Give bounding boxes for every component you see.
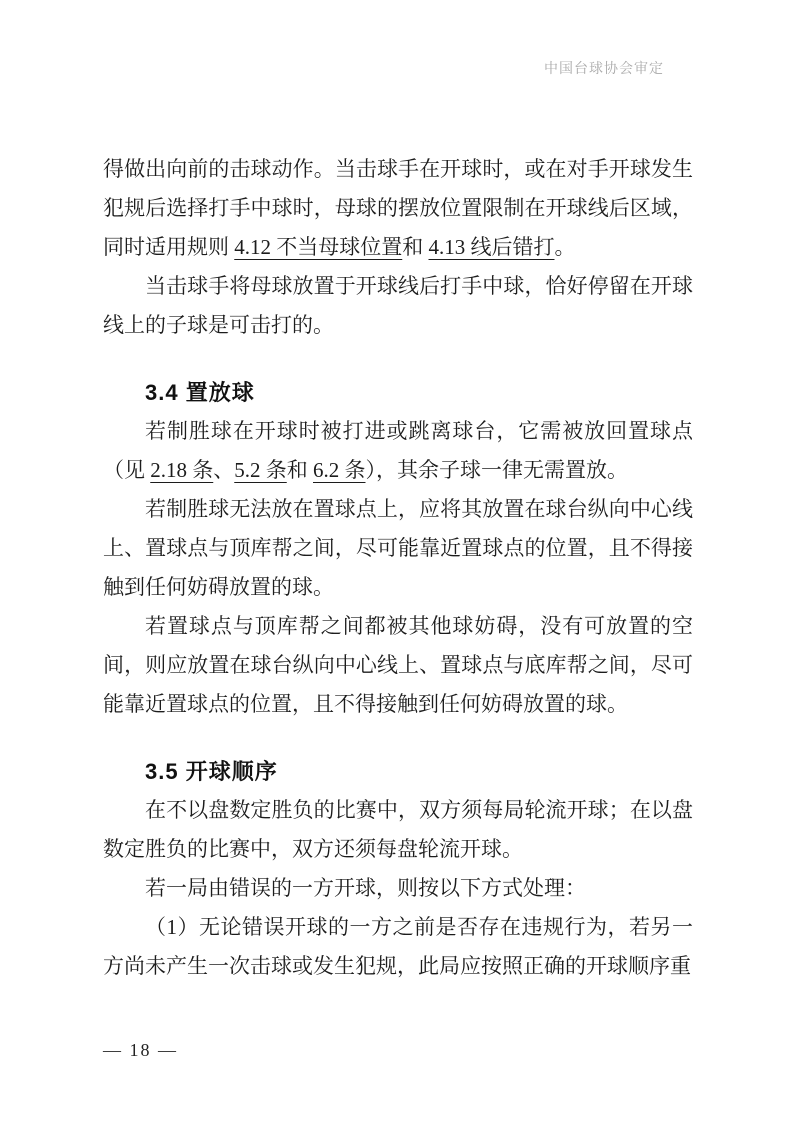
- rule-reference: 6.2 条: [313, 458, 366, 482]
- rule-reference: 4.12 不当母球位置: [234, 235, 403, 259]
- text-run: 、: [213, 458, 235, 482]
- paragraph: [103, 791, 693, 869]
- paragraph: [103, 267, 693, 345]
- text-run: 和: [286, 458, 313, 482]
- paragraph: [103, 908, 693, 986]
- text-run: 若一局由错误的一方开球，则按以下方式处理：: [145, 876, 586, 900]
- paragraph: [103, 490, 693, 607]
- paragraph: [103, 869, 693, 908]
- page-header: [544, 58, 664, 78]
- text-run: 在不以盘数定胜负的比赛中，双方须每局轮流开球；在以盘数定胜负的比赛中，双方还须每盘轮流开球。: [103, 798, 693, 861]
- text-run: （1）无论错误开球的一方之前是否存在违规行为，若另一方尚未产生一次击球或发生犯规，此局应按照正确的开球顺序重: [103, 915, 693, 978]
- paragraph: [103, 150, 693, 267]
- section-heading: [103, 752, 693, 791]
- text-run: 若制胜球无法放在置球点上，应将其放置在球台纵向中心线上、置球点与顶库帮之间，尽可能靠近置球点的位置，且不得接触到任何妨碍放置的球。: [103, 497, 693, 599]
- paragraph: [103, 607, 693, 724]
- text-run: 得做出向前的击球动作。当击球手在开球时，或在对手开球发生犯规后选择打手中球时，母球的摆放位置限制在开球线后区域，同时适用规则: [103, 157, 693, 259]
- text-run: 若置球点与顶库帮之间都被其他球妨碍，没有可放置的空间，则应放置在球台纵向中心线上、置球点与底库帮之间，尽可能靠近置球点的位置，且不得接触到任何妨碍放置的球。: [103, 614, 693, 716]
- document-body: [103, 150, 693, 986]
- rule-reference: 2.18 条: [150, 458, 214, 482]
- rule-reference: 4.13 线后错打: [428, 235, 555, 259]
- text-run: 3.4 置放球: [145, 380, 255, 405]
- text-run: 。: [554, 235, 576, 259]
- text-run: 若制胜球在开球时被打进或跳离球台，它需被放回置球点（见: [103, 419, 693, 482]
- header-watermark: 中国台球协会审定: [544, 62, 664, 77]
- text-run: 和: [402, 235, 429, 259]
- page-number: — 18 —: [103, 1040, 178, 1060]
- text-run: 3.5 开球顺序: [145, 759, 278, 784]
- page-footer: [103, 1040, 178, 1061]
- text-run: 当击球手将母球放置于开球线后打手中球，恰好停留在开球线上的子球是可击打的。: [103, 274, 693, 337]
- section-heading: [103, 373, 693, 412]
- text-run: ），其余子球一律无需置放。: [365, 458, 628, 482]
- rule-reference: 5.2 条: [234, 458, 287, 482]
- paragraph: [103, 412, 693, 490]
